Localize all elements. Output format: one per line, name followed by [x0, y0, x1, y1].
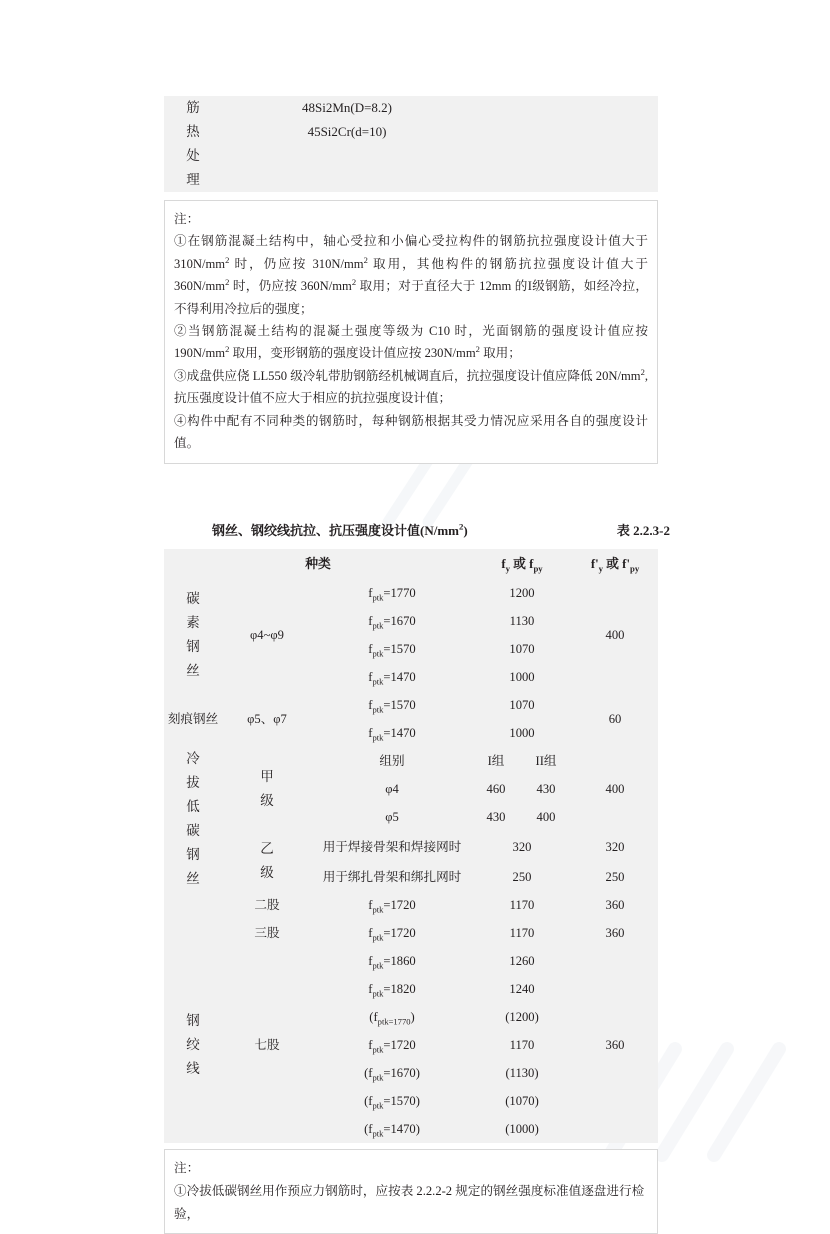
strand-name-3: 三股 — [254, 925, 280, 940]
fyp-cell — [572, 1115, 658, 1143]
grade-cell: $f_{ptk}=1720$ — [368, 1037, 416, 1055]
table-row — [164, 831, 658, 863]
strength-design-table — [164, 549, 658, 1143]
grade-cell: $f_{ptk}=1570$ — [368, 697, 416, 715]
note-item-4: ④构件中配有不同种类的钢筋时，每种钢筋根据其受力情况应采用各自的强度设计值。 — [174, 413, 648, 451]
table-row — [164, 691, 658, 719]
fy-cell: (1000) — [505, 1121, 539, 1136]
category-char: 冷 — [186, 751, 200, 767]
strand-name-2: 二股 — [254, 897, 280, 912]
g2-cell: 430 — [536, 781, 556, 796]
fyp-cell: 360 — [605, 1037, 625, 1052]
table-caption — [164, 520, 670, 539]
continued-category-cell — [164, 96, 222, 192]
table-row — [164, 919, 658, 947]
grade-cell: 用于焊接骨架和焊接网时 — [322, 839, 462, 854]
level-char: 级 — [260, 793, 274, 809]
level-char: 甲 — [260, 769, 274, 785]
continued-spec-2: 45Si2Cr(d=10) — [307, 124, 387, 140]
fy-cell: 1000 — [509, 669, 535, 684]
note-item-2: ②当钢筋混凝土结构的混凝土强度等级为 C10 时，光面钢筋的强度设计值应按 $190N/mm^2$ 取用，变形钢筋的强度设计值应按 $230N/mm^2$ 取用； — [174, 324, 648, 361]
category-char: 线 — [186, 1061, 200, 1077]
fy-cell: 1070 — [509, 641, 535, 656]
grade-cell: $f_{ptk}=1470$ — [368, 725, 416, 743]
fyp-indented-wire: 60 — [608, 711, 622, 726]
fyp-carbon-wire: 400 — [605, 627, 625, 642]
fy-cell: 1170 — [509, 1037, 535, 1052]
table-caption-title: 钢丝、钢绞线抗拉、抗压强度设计值$(N/mm^2)$ — [212, 522, 468, 539]
spec-carbon-wire: φ4~φ9 — [250, 627, 284, 642]
fy-cell: 250 — [512, 869, 532, 884]
continued-spec-1: 48Si2Mn(D=8.2) — [301, 100, 393, 116]
category-char: 低 — [186, 799, 200, 815]
fy-cell: 1130 — [509, 613, 535, 628]
continued-fyp-2 — [572, 120, 658, 144]
category-char: 丝 — [186, 663, 200, 679]
g1-cell: 460 — [486, 781, 506, 796]
fy-cell: 1240 — [509, 981, 535, 996]
spec-indented-wire: φ5、φ7 — [247, 711, 287, 726]
fyp-cell — [572, 1003, 658, 1031]
continued-fyp-1 — [572, 96, 658, 120]
level-char: 乙 — [260, 841, 274, 857]
continued-fy-1 — [472, 96, 572, 120]
grade-cell: $f_{ptk}=1470$ — [368, 669, 416, 687]
notes-label: 注： — [174, 1161, 200, 1176]
fyp-cell — [572, 803, 658, 831]
fy-cell: 1200 — [509, 585, 535, 600]
subheader-group-label: 组别 — [379, 753, 405, 768]
continued-fy-3 — [472, 144, 572, 168]
table-row — [164, 144, 658, 168]
category-blank — [164, 891, 222, 919]
subheader-group1: I组 — [487, 753, 505, 768]
category-char: 处 — [186, 148, 200, 163]
category-char: 理 — [186, 172, 200, 187]
subheader-group2: II组 — [535, 753, 557, 768]
fyp-cell: 360 — [605, 925, 625, 940]
notes-block-top — [164, 200, 658, 464]
fy-cell: (1130) — [505, 1065, 539, 1080]
grade-cell: $f_{ptk}=1570$ — [368, 641, 416, 659]
continued-spec-3 — [222, 144, 472, 168]
fyp-cell — [572, 1059, 658, 1087]
category-char: 钢 — [186, 847, 200, 863]
table-header-row — [164, 549, 658, 579]
category-char: 碳 — [186, 591, 200, 607]
continued-table — [164, 96, 658, 192]
fy-cell: 1260 — [509, 953, 535, 968]
table-row — [164, 947, 658, 975]
fy-cell: (1200) — [505, 1009, 539, 1024]
strand-name-7: 七股 — [254, 1037, 280, 1052]
level-jia — [222, 747, 312, 831]
fyp-cell: 360 — [605, 897, 625, 912]
continued-spec-4 — [222, 168, 472, 192]
grade-cell: $f_{ptk}=1820$ — [368, 981, 416, 999]
grade-cell: $f_{ptk}=1860$ — [368, 953, 416, 971]
table-row — [164, 96, 658, 120]
category-char: 钢 — [186, 1013, 200, 1029]
category-char: 丝 — [186, 871, 200, 887]
level-yi — [222, 831, 312, 891]
fy-cell: 320 — [512, 839, 532, 854]
grade-cell: $f_{ptk}=1670$ — [368, 613, 416, 631]
header-kind: 种类 — [305, 556, 331, 571]
grade-cell: $f_{ptk}=1720$ — [368, 925, 416, 943]
grade-cell: $(f_{ptk=1770})$ — [369, 1009, 415, 1027]
grade-cell: $(f_{ptk}=1670)$ — [364, 1065, 420, 1083]
category-char: 碳 — [186, 823, 200, 839]
grade-cell: $(f_{ptk}=1570)$ — [364, 1093, 420, 1111]
category-char: 钢 — [186, 639, 200, 655]
table-row — [164, 579, 658, 607]
category-char: 素 — [186, 615, 200, 631]
notes-label: 注： — [174, 212, 200, 226]
notes-block-bottom — [164, 1149, 658, 1234]
fyp-cell: 400 — [605, 781, 625, 796]
level-char: 级 — [260, 865, 274, 881]
grade-cell: $(f_{ptk}=1470)$ — [364, 1121, 420, 1139]
fy-cell: 1170 — [509, 897, 535, 912]
fyp-cell — [572, 975, 658, 1003]
category-cold-drawn-wire — [164, 747, 222, 891]
page-content — [164, 0, 670, 1234]
grade-cell: φ5 — [385, 809, 399, 824]
fyp-cell — [572, 747, 658, 775]
header-fyp: $f'_y$ 或 $f'_{py}$ — [590, 556, 640, 574]
fy-cell: (1070) — [505, 1093, 539, 1108]
note-item-1: ①冷拔低碳钢丝用作预应力钢筋时，应按表 2.2.2-2 规定的钢丝强度标准值逐盘进行检验， — [174, 1184, 645, 1221]
table-row — [164, 747, 658, 775]
grade-cell: φ4 — [385, 781, 399, 796]
category-char: 拔 — [186, 775, 200, 791]
category-char: 绞 — [186, 1037, 200, 1053]
category-char: 筋 — [186, 100, 200, 115]
category-char: 热 — [186, 124, 200, 139]
continued-fy-2 — [472, 120, 572, 144]
note-item-3: ③成盘供应侥 LL550 级冷轧带肋钢筋经机械调直后，抗拉强度设计值应降低 $20N/mm^2$,抗压强度设计值不应大于相应的抗拉强度设计值； — [174, 366, 648, 406]
grade-cell: $f_{ptk}=1770$ — [368, 585, 416, 603]
fyp-cell: 320 — [605, 839, 625, 854]
category-strand — [164, 947, 222, 1143]
note-item-1: ①在钢筋混凝土结构中，轴心受拉和小偏心受拉构件的钢筋抗拉强度设计值大于 $310N/mm^2$ 时，仍应按 $310N/mm^2$ 取用，其他构件的钢筋抗拉强度设计值大于 $360N/mm^2$ 时，仍应按 $360N/mm^2$ 取用；对于直径大于 12mm 的I级钢筋，如经冷拉，不得利用冷拉后的强度； — [174, 234, 649, 316]
table-row — [164, 891, 658, 919]
continued-fy-4 — [472, 168, 572, 192]
fy-cell: 1000 — [509, 725, 535, 740]
fyp-cell — [572, 947, 658, 975]
table-caption-number: 表 2.2.3-2 — [616, 523, 670, 539]
g2-cell: 400 — [536, 809, 556, 824]
fy-cell: 1170 — [509, 925, 535, 940]
g1-cell: 430 — [486, 809, 506, 824]
category-carbon-wire — [164, 579, 222, 691]
fy-cell: 1070 — [509, 697, 535, 712]
fyp-cell: 250 — [605, 869, 625, 884]
continued-fyp-4 — [572, 168, 658, 192]
header-fy: $f_y$ 或 $f_{py}$ — [501, 556, 543, 574]
table-row — [164, 120, 658, 144]
grade-cell: 用于绑扎骨架和绑扎网时 — [322, 869, 462, 884]
continued-fyp-3 — [572, 144, 658, 168]
grade-cell: $f_{ptk}=1720$ — [368, 897, 416, 915]
category-blank — [164, 919, 222, 947]
category-indented-wire: 刻痕钢丝 — [167, 711, 219, 726]
fyp-cell — [572, 1087, 658, 1115]
table-row — [164, 168, 658, 192]
